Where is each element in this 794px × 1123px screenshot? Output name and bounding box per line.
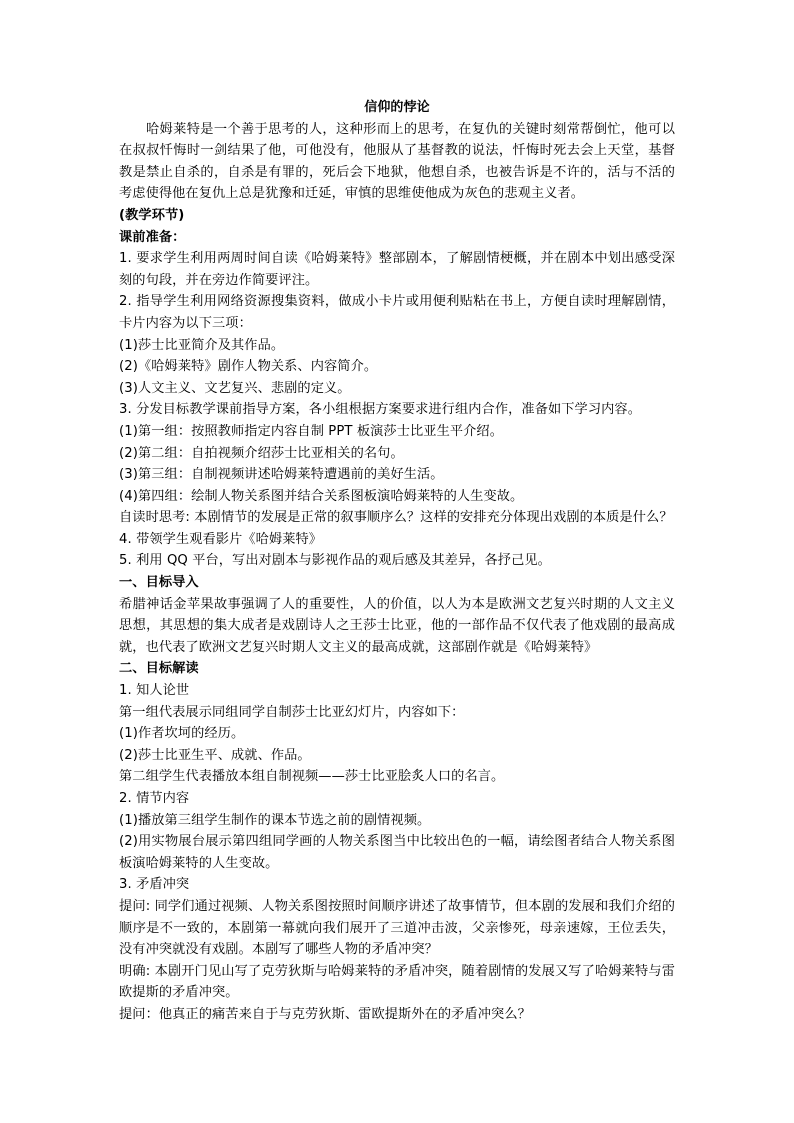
subsection-2-1-item-b: (2)莎士比亚生平、成就、作品。 bbox=[119, 747, 311, 763]
section-1-heading: 一、目标导入 bbox=[119, 575, 199, 591]
subsection-2-3-heading: 3. 矛盾冲突 bbox=[119, 877, 190, 893]
prep-item-1: 1. 要求学生利用两周时间自读《哈姆莱特》整部剧本，了解剧情梗概，并在剧本中划出感受深刻的句段，并在旁边作简要评注。 bbox=[119, 251, 675, 288]
self-think-paragraph: 自读时思考: 本剧情节的发展是正常的叙事顺序么？这样的安排充分体现出戏剧的本质是什么？ bbox=[119, 510, 673, 526]
document-page bbox=[119, 97, 675, 1026]
page-title: 信仰的悖论 bbox=[364, 100, 430, 115]
prep-item-3-1: (1)第一组：按照教师指定内容自制 PPT 板演莎士比亚生平介绍。 bbox=[119, 423, 504, 439]
subsection-2-3-answer-1: 明确: 本剧开门见山写了克劳狄斯与哈姆莱特的矛盾冲突，随着剧情的发展又写了哈姆莱特与雷欧提斯的矛盾冲突。 bbox=[119, 963, 675, 1001]
prep-item-5: 5. 利用 QQ 平台，写出对剧本与影视作品的观后感及其差异，各抒己见。 bbox=[119, 553, 551, 569]
prep-item-3-4: (4)第四组：绘制人物关系图并结合关系图板演哈姆莱特的人生变故。 bbox=[119, 488, 524, 504]
prep-item-3-3: (3)第三组：自制视频讲述哈姆莱特遭遇前的美好生活。 bbox=[119, 467, 444, 483]
subsection-2-3-question-1: 提问: 同学们通过视频、人物关系图按照时间顺序讲述了故事情节，但本剧的发展和我们介绍的顺序是不一致的，本剧第一幕就向我们展开了三道冲击波，父亲惨死，母亲速嫁，王位丢失，没有冲突就没有戏剧。本剧写了哪些人物的矛盾冲突？ bbox=[119, 898, 675, 958]
prep-item-4: 4. 带领学生观看影片《哈姆莱特》 bbox=[119, 531, 323, 547]
section-teaching-heading: (教学环节) bbox=[119, 207, 185, 223]
section-prep-heading: 课前准备： bbox=[119, 229, 186, 245]
subsection-2-1-item-a: (1)作者坎坷的经历。 bbox=[119, 726, 245, 742]
prep-item-3-2: (2)第二组：自拍视频介绍莎士比亚相关的名句。 bbox=[119, 445, 404, 461]
subsection-2-2-item-a: (1)播放第三组学生制作的课本节选之前的剧情视频。 bbox=[119, 812, 431, 828]
subsection-2-1-item-c: 第二组学生代表播放本组自制视频——莎士比亚脍炙人口的名言。 bbox=[119, 769, 505, 785]
subsection-2-1-heading: 1. 知人论世 bbox=[119, 683, 190, 699]
prep-item-2: 2. 指导学生利用网络资源搜集资料，做成小卡片或用便利贴粘在书上，方便自读时理解剧情，卡片内容为以下三项： bbox=[119, 294, 675, 331]
prep-item-2-1: (1)莎士比亚简介及其作品。 bbox=[119, 337, 285, 353]
section-2-heading: 二、目标解读 bbox=[119, 661, 199, 677]
prep-item-3: 3. 分发目标教学课前指导方案，各小组根据方案要求进行组内合作，准备如下学习内容。 bbox=[119, 402, 641, 418]
prep-item-2-2: (2)《哈姆莱特》剧作人物关系、内容简介。 bbox=[119, 359, 378, 375]
intro-paragraph: 哈姆莱特是一个善于思考的人，这种形而上的思考，在复仇的关键时刻常帮倒忙，他可以在叔叔忏悔时一剑结果了他，可他没有，他服从了基督教的说法，忏悔时死去会上天堂，基督教是禁止自杀的，自杀是有罪的，死后会下地狱，他想自杀，也被告诉是不许的，活与不活的考虑使得他在复仇上总是犹豫和迁延，审慎的思维使他成为灰色的悲观主义者。 bbox=[119, 121, 675, 202]
prep-item-2-3: (3)人文主义、文艺复兴、悲剧的定义。 bbox=[119, 380, 351, 396]
subsection-2-3-question-2: 提问：他真正的痛苦来自于与克劳狄斯、雷欧提斯外在的矛盾冲突么？ bbox=[119, 1006, 531, 1022]
subsection-2-1-text: 第一组代表展示同组同学自制莎士比亚幻灯片，内容如下： bbox=[119, 704, 465, 720]
section-1-paragraph: 希腊神话金苹果故事强调了人的重要性，人的价值，以人为本是欧洲文艺复兴时期的人文主义思想，其思想的集大成者是戏剧诗人之王莎士比亚，他的一部作品不仅代表了他戏剧的最高成就，也代表了欧洲文艺复兴时期人文主义的最高成就，这部剧作就是《哈姆莱特》 bbox=[119, 596, 675, 655]
subsection-2-2-heading: 2. 情节内容 bbox=[119, 791, 190, 806]
subsection-2-2-item-b: (2)用实物展台展示第四组同学画的人物关系图当中比较出色的一幅，请绘图者结合人物关系图板演哈姆莱特的人生变故。 bbox=[119, 834, 675, 871]
